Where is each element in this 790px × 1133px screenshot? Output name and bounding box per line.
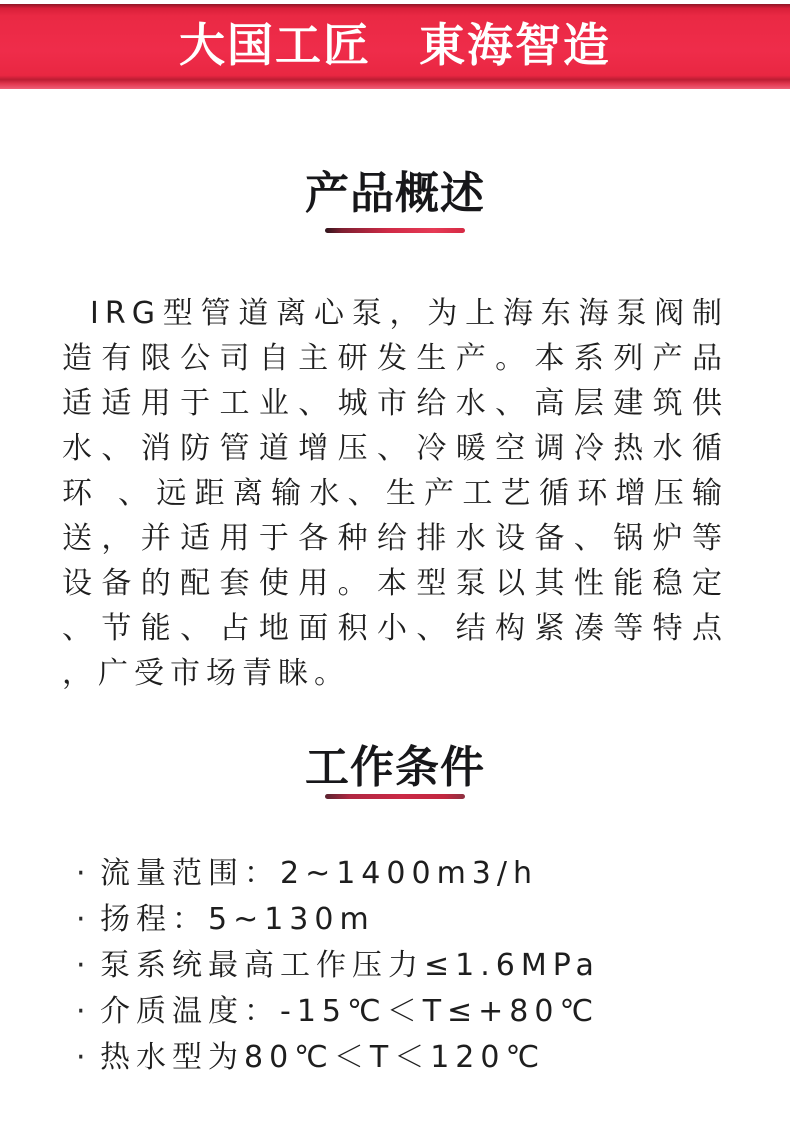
- condition-text: 泵系统最高工作压力≤1.6MPa: [100, 948, 600, 983]
- condition-item: [76, 943, 736, 989]
- overview-line: 送，并适用于各种给排水设备、锅炉等: [62, 521, 728, 556]
- bullet-dot-icon: ·: [76, 902, 86, 937]
- overview-line: 水、消防管道增压、冷暖空调冷热水循: [62, 431, 728, 466]
- conditions-section-title: 工作条件: [305, 742, 485, 793]
- condition-item: [76, 851, 736, 897]
- bullet-dot-icon: ·: [76, 856, 86, 891]
- condition-item: [76, 1035, 736, 1081]
- condition-text: 介质温度：-15℃＜T≤+80℃: [100, 994, 600, 1029]
- overview-line: ，广受市场青睐。: [62, 656, 350, 691]
- overview-section-title: 产品概述: [305, 168, 485, 219]
- condition-text: 热水型为80℃＜T＜120℃: [100, 1040, 546, 1075]
- overview-line: 造有限公司自主研发生产。本系列产品: [62, 341, 728, 376]
- overview-line: 环 、远距离输水、生产工艺循环增压输: [62, 476, 728, 511]
- condition-item: [76, 989, 736, 1035]
- overview-title-underline: [325, 228, 465, 233]
- overview-line: 适适用于工业、城市给水、高层建筑供: [62, 386, 728, 421]
- condition-text: 扬程：5~130m: [100, 902, 375, 937]
- overview-paragraph: [62, 291, 728, 696]
- top-banner: [0, 4, 790, 89]
- overview-line: 、节能、占地面积小、结构紧凑等特点: [62, 611, 728, 646]
- conditions-title-underline: [325, 794, 465, 799]
- condition-item: [76, 897, 736, 943]
- banner-title: 大国工匠 東海智造: [179, 17, 611, 72]
- bullet-dot-icon: ·: [76, 994, 86, 1029]
- bullet-dot-icon: ·: [76, 1040, 86, 1075]
- condition-text: 流量范围：2~1400m3/h: [100, 856, 539, 891]
- conditions-list: [76, 851, 736, 1081]
- overview-line: IRG型管道离心泵，为上海东海泵阀制: [90, 296, 728, 331]
- overview-line: 设备的配套使用。本型泵以其性能稳定: [62, 566, 728, 601]
- bullet-dot-icon: ·: [76, 948, 86, 983]
